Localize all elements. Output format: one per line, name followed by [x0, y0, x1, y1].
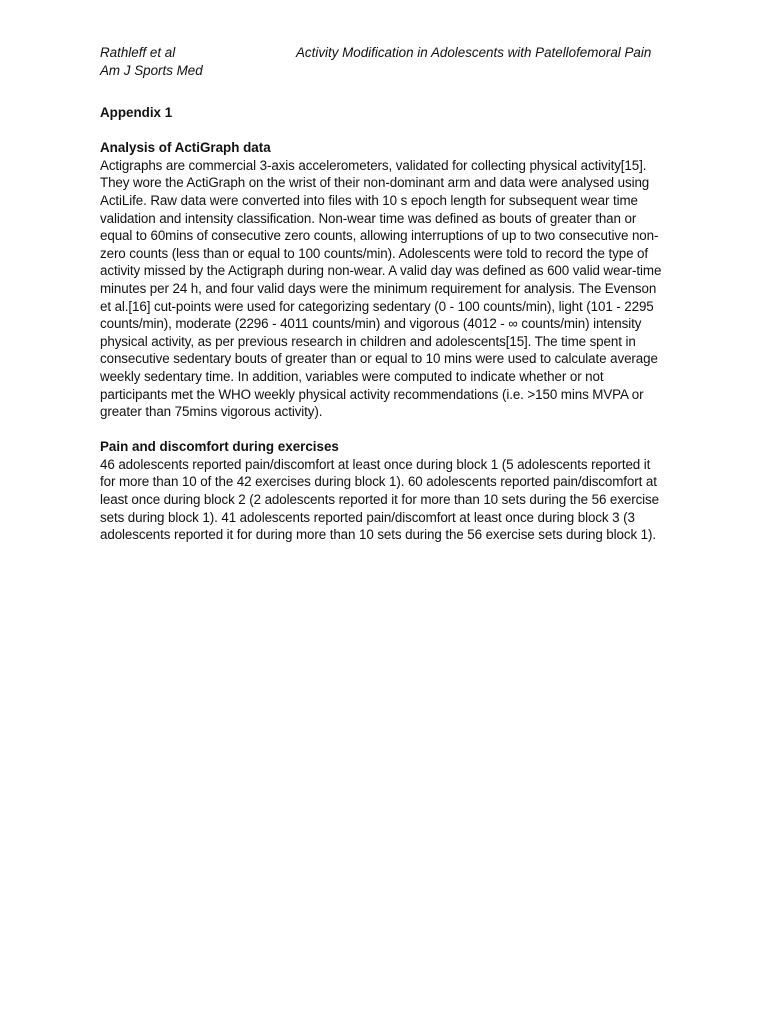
section-title-pain: Pain and discomfort during exercises: [100, 439, 339, 455]
header-journal: Am J Sports Med: [100, 63, 203, 78]
section-body-pain: 46 adolescents reported pain/discomfort at least once during block 1 (5 adolescents reported it for more than 10 of the 42 exercises during block 1). 60 adolescents reported pain/discomfort at least once during block 2 (2 adolescents reported it for more than 10 sets during the 56 exercise sets during block 1). 41 adolescents reported pain/discomfort at least once during block 3 (3 adolescents reported it for during more than 10 sets during the 56 exercise sets during block 1).: [100, 456, 659, 543]
page-header-left: [100, 44, 203, 80]
section-body-actigraph: Actigraphs are commercial 3-axis accelerometers, validated for collecting physical activity[15]. They wore the ActiGraph on the wrist of their non-dominant arm and data were analysed using ActiLife. Raw data were converted into files with 10 s epoch length for subsequent wear time validation and intensity classification. Non-wear time was defined as bouts of greater than or equal to 60mins of consecutive zero counts, allowing interruptions of up to two consecutive non-zero counts (less than or equal to 100 counts/min). Adolescents were told to record the type of activity missed by the Actigraph during non-wear. A valid day was defined as 600 valid wear-time minutes per 24 h, and four valid days were the minimum requirement for analysis. The Evenson et al.[16] cut-points were used for categorizing sedentary (0 - 100 counts/min), light (101 - 2295 counts/min), moderate (2296 - 4011 counts/min) and vigorous (4012 - ∞ counts/min) intensity physical activity, as per previous research in children and adolescents[15]. The time spent in consecutive sedentary bouts of greater than or equal to 10 mins were used to calculate average weekly sedentary time. In addition, variables were computed to indicate whether or not participants met the WHO weekly physical activity recommendations (i.e. >150 mins MVPA or greater than 75mins vigorous activity).: [100, 157, 662, 420]
section-title-actigraph: Analysis of ActiGraph data: [100, 140, 271, 156]
appendix-title: Appendix 1: [100, 105, 173, 120]
document-body: [100, 104, 668, 561]
page-header-running-title: Activity Modification in Adolescents with Patellofemoral Pain: [296, 45, 652, 60]
header-authors: Rathleff et al: [100, 45, 176, 60]
